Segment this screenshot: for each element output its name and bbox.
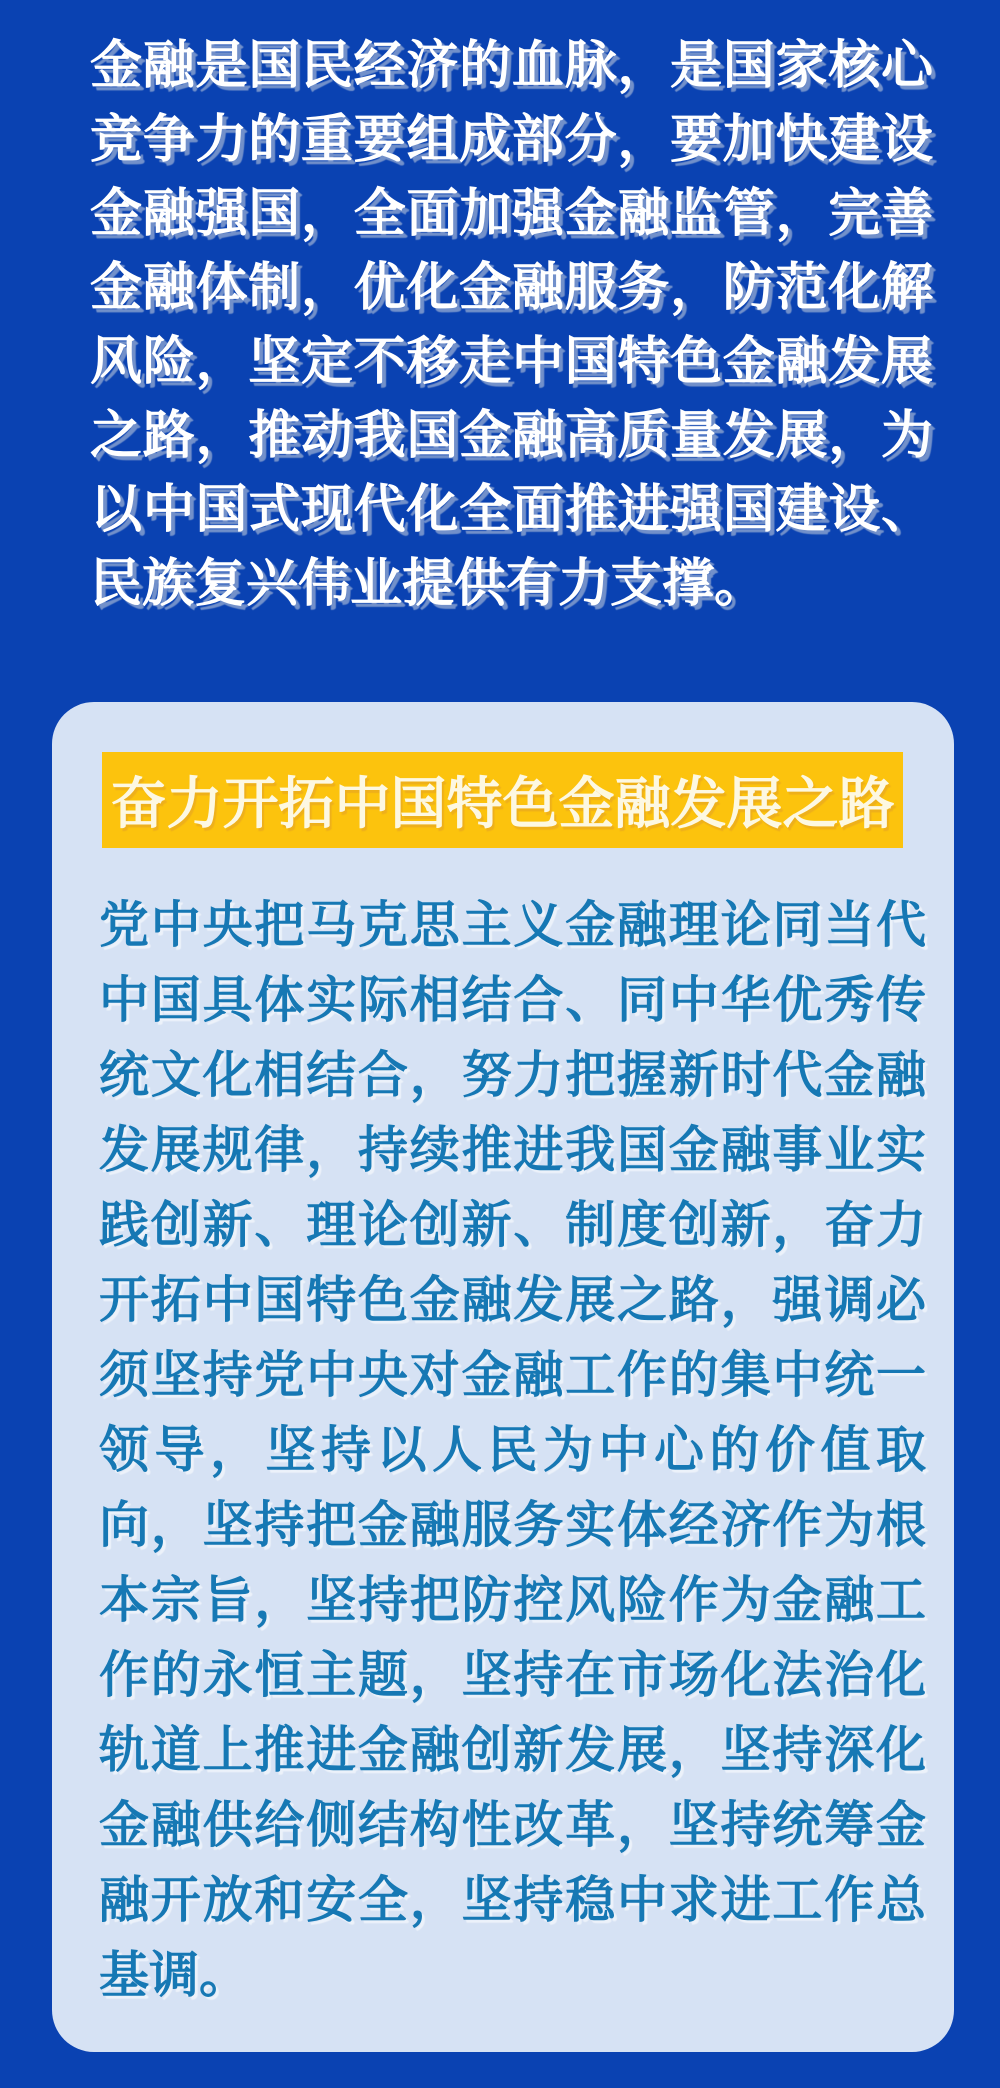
intro-quote-line: 金融是国民经济的血脉，是国家核心 bbox=[90, 38, 933, 95]
paragraph-line: 轨道上推进金融创新发展，坚持深化 bbox=[99, 1722, 926, 1778]
paragraph-line: 金融供给侧结构性改革，坚持统筹金 bbox=[99, 1797, 926, 1853]
intro-quote-line: 风险，坚定不移走中国特色金融发展 bbox=[90, 334, 933, 391]
paragraph-line: 融开放和安全，坚持稳中求进工作总 bbox=[99, 1872, 926, 1928]
section-title-banner bbox=[102, 752, 903, 848]
section-title: 奋力开拓中国特色金融发展之路 bbox=[110, 774, 895, 836]
paragraph-line: 践创新、理论创新、制度创新，奋力 bbox=[99, 1197, 926, 1253]
paragraph-line: 领导，坚持以人民为中心的价值取 bbox=[99, 1422, 926, 1478]
paragraph-line: 党中央把马克思主义金融理论同当代 bbox=[99, 897, 926, 953]
intro-quote-line: 金融体制，优化金融服务，防范化解 bbox=[90, 260, 933, 317]
paragraph-line: 基调。 bbox=[99, 1947, 249, 2003]
intro-quote-line: 以中国式现代化全面推进强国建设、 bbox=[90, 482, 933, 539]
paragraph-line: 中国具体实际相结合、同中华优秀传 bbox=[99, 972, 926, 1028]
paragraph-line: 统文化相结合，努力把握新时代金融 bbox=[99, 1047, 926, 1103]
paragraph-line: 向，坚持把金融服务实体经济作为根 bbox=[99, 1497, 926, 1553]
section-paragraph bbox=[99, 888, 926, 2013]
paragraph-line: 本宗旨，坚持把防控风险作为金融工 bbox=[99, 1572, 926, 1628]
paragraph-line: 须坚持党中央对金融工作的集中统一 bbox=[99, 1347, 926, 1403]
intro-quote-line: 之路，推动我国金融高质量发展，为 bbox=[90, 408, 933, 465]
intro-quote-line: 竞争力的重要组成部分，要加快建设 bbox=[90, 112, 933, 169]
intro-quote-block bbox=[90, 30, 933, 622]
content-card bbox=[52, 702, 954, 2052]
intro-quote-line: 金融强国，全面加强金融监管，完善 bbox=[90, 186, 933, 243]
paragraph-line: 作的永恒主题，坚持在市场化法治化 bbox=[99, 1647, 926, 1703]
intro-quote-line: 民族复兴伟业提供有力支撑。 bbox=[90, 556, 767, 613]
paragraph-line: 发展规律，持续推进我国金融事业实 bbox=[99, 1122, 926, 1178]
paragraph-line: 开拓中国特色金融发展之路，强调必 bbox=[99, 1272, 926, 1328]
